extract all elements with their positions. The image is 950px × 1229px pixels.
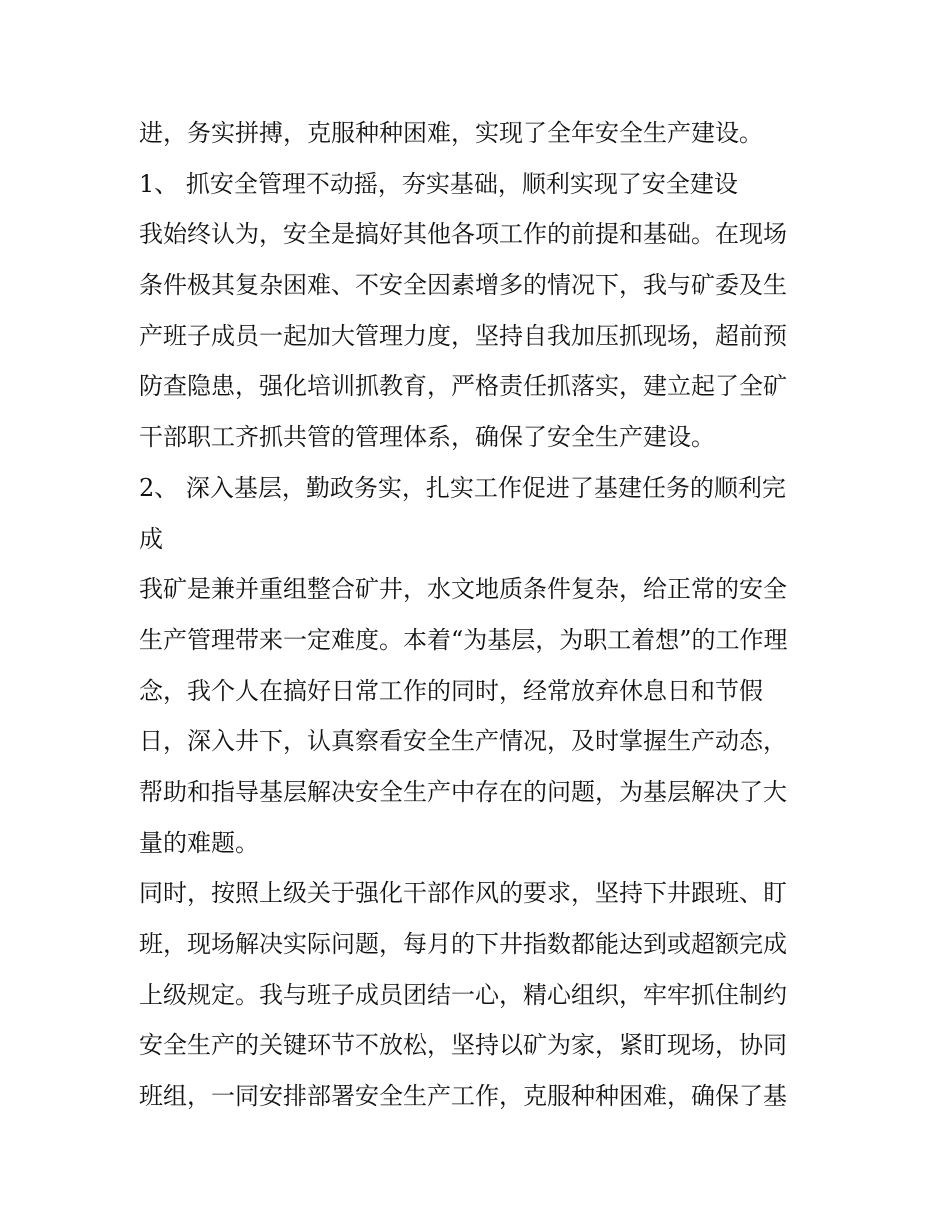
text-line: 安全生产的关键环节不放松，坚持以矿为家，紧盯现场，协同 <box>139 1031 787 1060</box>
text-line: 生产管理带来一定难度。本着“为基层，为职工着想”的工作理 <box>139 625 788 654</box>
text-line: 日，深入井下，认真察看安全生产情况，及时掌握生产动态， <box>139 727 787 756</box>
text-line: 量的难题。 <box>139 828 259 857</box>
text-line: 帮助和指导基层解决安全生产中存在的问题，为基层解决了大 <box>139 777 787 806</box>
text-line: 同时，按照上级关于强化干部作风的要求，坚持下井跟班、盯 <box>139 879 787 908</box>
section-heading-2-continued: 成 <box>139 524 163 553</box>
text-line: 念，我个人在搞好日常工作的同时，经常放弃休息日和节假 <box>139 676 763 705</box>
text-line: 班组，一同安排部署安全生产工作，克服种种困难，确保了基 <box>139 1082 787 1111</box>
text-line: 防查隐患，强化培训抓教育，严格责任抓落实，建立起了全矿 <box>139 372 787 401</box>
section-heading-1: 1、 抓安全管理不动摇，夯实基础，顺利实现了安全建设 <box>139 169 738 198</box>
text-line: 干部职工齐抓共管的管理体系，确保了安全生产建设。 <box>139 423 715 452</box>
text-line: 我始终认为，安全是搞好其他各项工作的前提和基础。在现场 <box>139 220 787 249</box>
text-line: 条件极其复杂困难、不安全因素增多的情况下，我与矿委及生 <box>139 271 787 300</box>
text-line: 班，现场解决实际问题，每月的下井指数都能达到或超额完成 <box>139 930 787 958</box>
document-body <box>139 108 819 1122</box>
text-line: 我矿是兼并重组整合矿井，水文地质条件复杂，给正常的安全 <box>139 575 787 604</box>
section-heading-2: 2、 深入基层，勤政务实，扎实工作促进了基建任务的顺利完 <box>139 473 786 502</box>
text-line: 进，务实拼搏，克服种种困难，实现了全年安全生产建设。 <box>139 119 763 147</box>
text-line: 产班子成员一起加大管理力度，坚持自我加压抓现场，超前预 <box>139 321 787 350</box>
text-line: 上级规定。我与班子成员团结一心，精心组织，牢牢抓住制约 <box>139 980 787 1009</box>
